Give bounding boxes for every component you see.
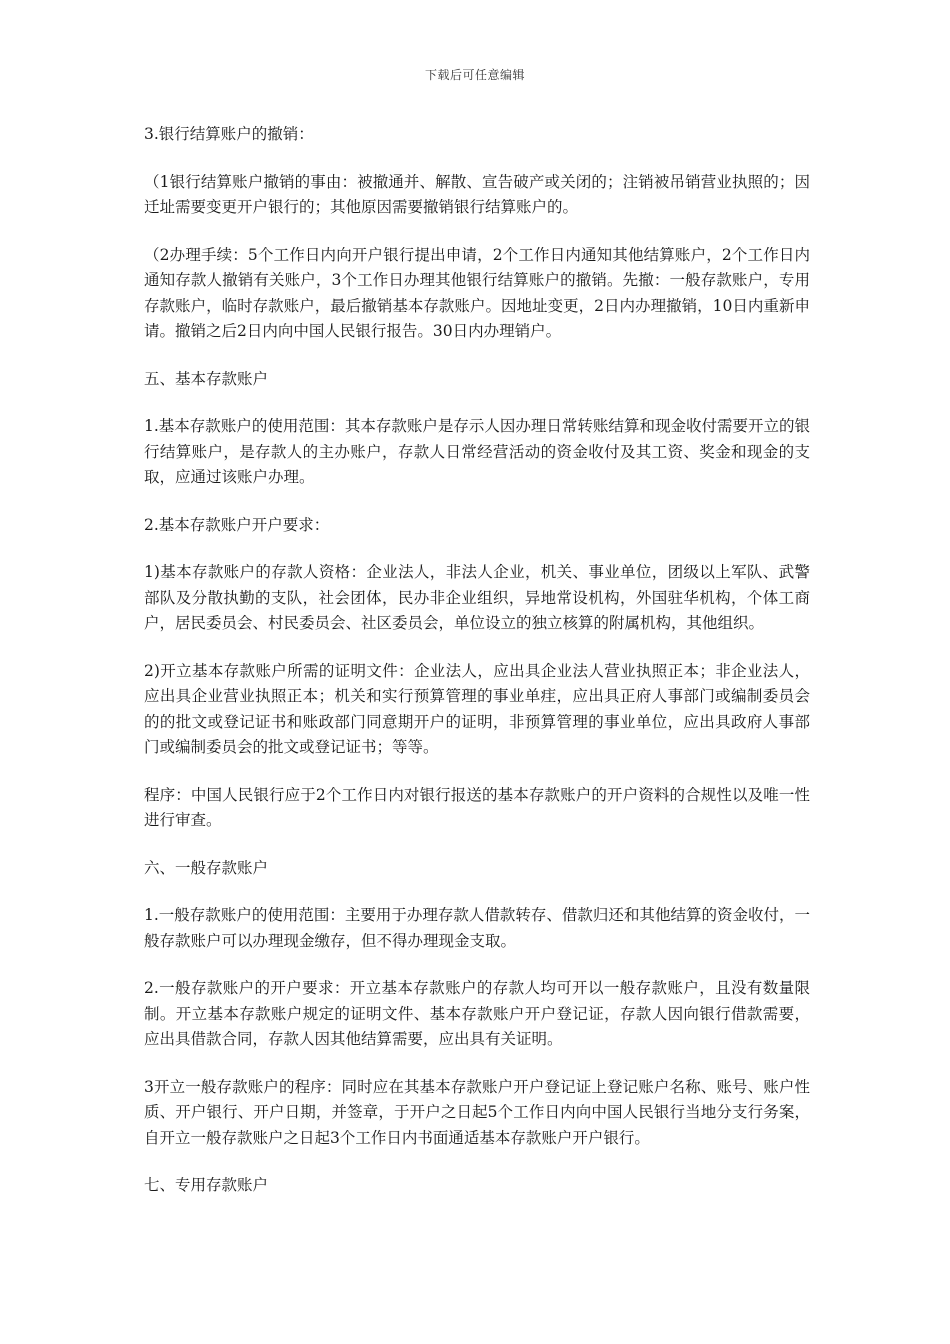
paragraph-closing-procedure: （2办理手续：5个工作日内向开户银行提出申请，2个工作日内通知其他结算账户，2个工作日内通知存款人撤销有关账户，3个工作日办理其他银行结算账户的撤销。先撤：一般存款账户，专用存款账户，临时存款账户，最后撤销基本存款账户。因地址变更，2日内办理撤销，10日内重新申请。撤销之后2日内向中国人民银行报告。30日内办理销户。 bbox=[144, 245, 810, 340]
paragraph-basic-account-scope: 1.基本存款账户的使用范围：其本存款账户是存示人因办理日常转账结算和现金收付需要开立的银行结算账户，是存款人的主办账户，存款人日常经营活动的资金收付及其工资、奖金和现金的支取，应通过该账户办理。 bbox=[144, 417, 810, 486]
document-body bbox=[144, 122, 810, 1221]
paragraph-basic-account-procedure: 程序：中国人民银行应于2个工作日内对银行报送的基本存款账户的开户资料的合规性以及唯一性进行审查。 bbox=[144, 785, 810, 829]
paragraph-general-account-requirements: 2.一般存款账户的开户要求：开立基本存款账户的存款人均可开以一般存款账户，且没有数量限制。开立基本存款账户规定的证明文件、基本存款账户开户登记证，存款人因向银行借款需要，应出具借款合同，存款人因其他结算需要，应出具有关证明。 bbox=[144, 979, 810, 1048]
paragraph-basic-account-documents: 2)开立基本存款账户所需的证明文件：企业法人，应出具企业法人营业执照正本；非企业法人，应出具企业营业执照正本；机关和实行预算管理的事业单疰，应出具正府人事部门或编制委员会的的批文或登记证书和账政部门同意期开户的证明，非预算管理的事业单位，应出具政府人事部门或编制委员会的批文或登记证书；等等。 bbox=[144, 661, 810, 756]
paragraph-basic-account-requirements: 2.基本存款账户开户要求： bbox=[144, 515, 330, 534]
section-heading-general-account: 六、一般存款账户 bbox=[144, 858, 269, 877]
section-heading-basic-account: 五、基本存款账户 bbox=[144, 369, 269, 388]
page-header-note: 下载后可任意编辑 bbox=[424, 68, 525, 82]
paragraph-closing-reasons: （1银行结算账户撤销的事由：被撤通并、解散、宣告破产或关闭的；注销被吊销营业执照的；因迁址需要变更开户银行的；其他原因需要撤销银行结算账户的。 bbox=[144, 172, 810, 216]
section-heading-special-account: 七、专用存款账户 bbox=[144, 1176, 269, 1194]
section-heading-account-closing: 3.银行结算账户的撤销： bbox=[144, 125, 314, 143]
paragraph-basic-account-eligibility: 1)基本存款账户的存款人资格：企业法人，非法人企业，机关、事业单位，团级以上军队、武警部队及分散执勤的支队，社会团体，民办非企业组织，异地常设机构，外国驻华机构，个体工商户，居民委员会、村民委员会、社区委员会，单位设立的独立核算的附属机构，其他组织。 bbox=[144, 563, 810, 632]
paragraph-general-account-scope: 1.一般存款账户的使用范围：主要用于办理存款人借款转存、借款归还和其他结算的资金收付，一般存款账户可以办理现金缴存，但不得办理现金支取。 bbox=[144, 906, 810, 950]
paragraph-general-account-procedure: 3开立一般存款账户的程序：同时应在其基本存款账户开户登记证上登记账户名称、账号、账户性质、开户银行、开户日期，并签章，于开户之日起5个工作日内向中国人民银行当地分支行务案，自开立一般存款账户之日起3个工作日内书面通适基本存款账户开户银行。 bbox=[144, 1077, 810, 1147]
